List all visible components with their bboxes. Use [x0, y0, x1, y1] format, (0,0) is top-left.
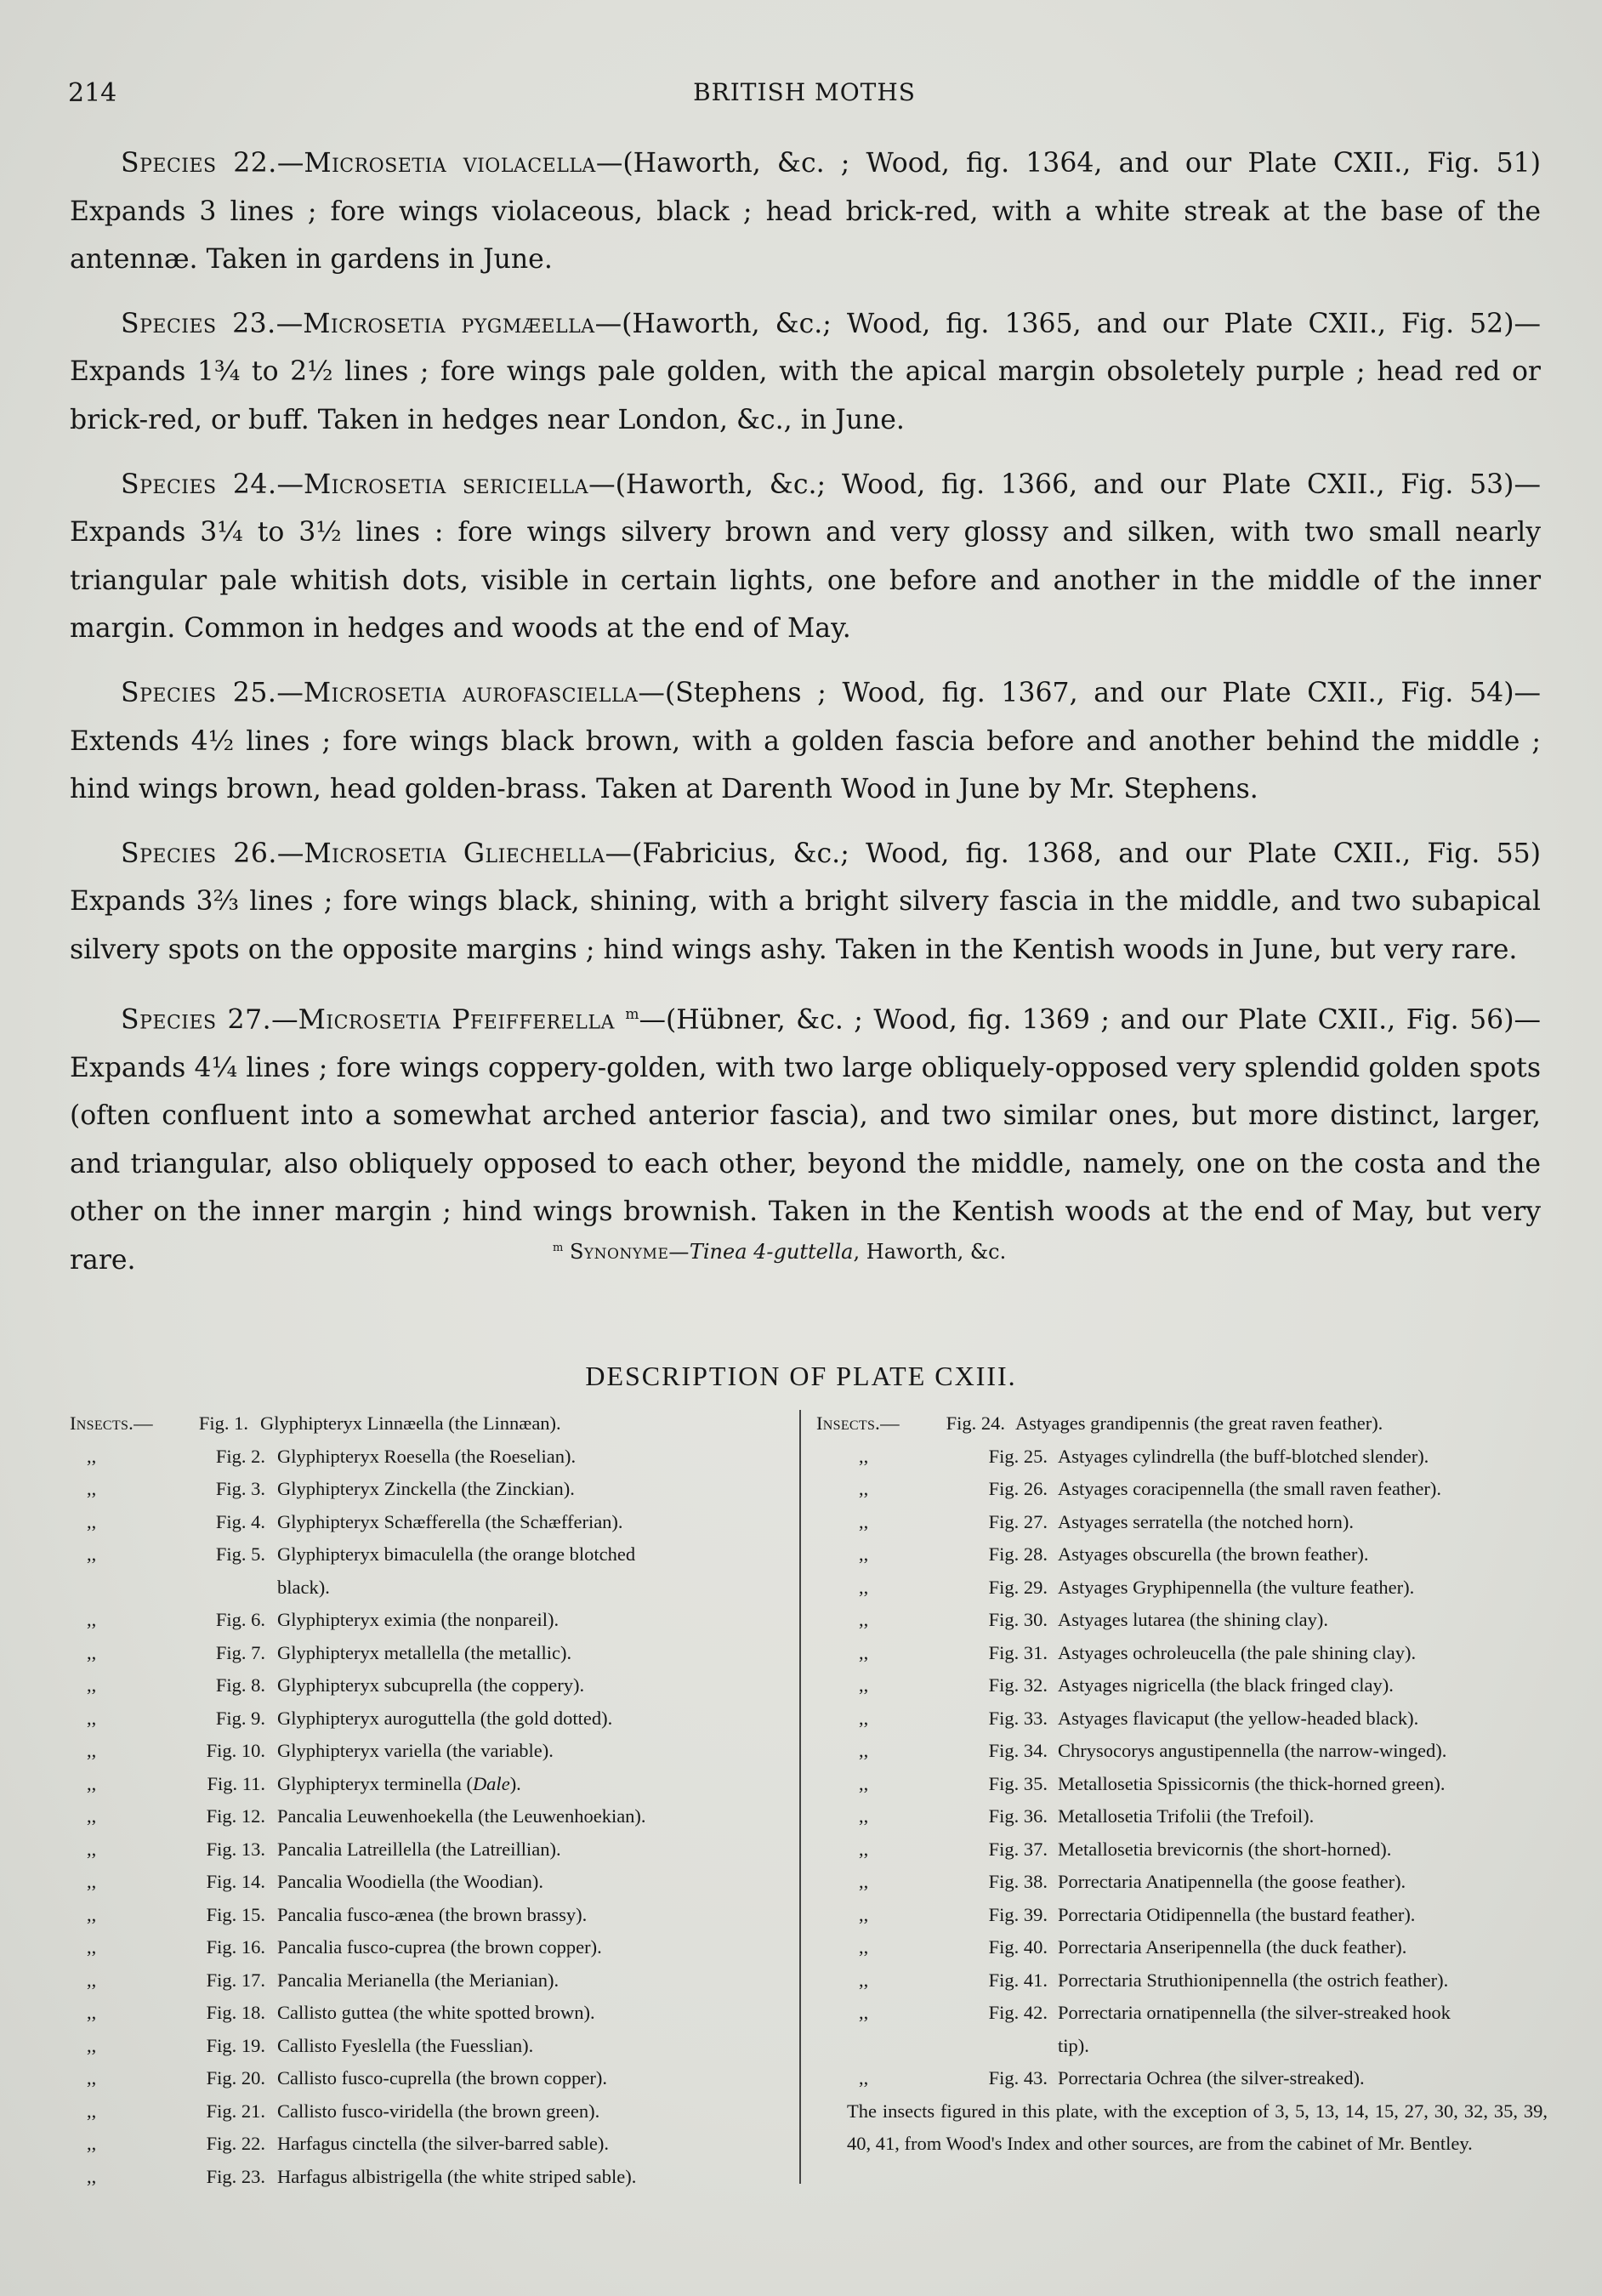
insects-label [816, 1407, 910, 1441]
figure-description [265, 1800, 799, 1833]
figure-number: Fig. 22. [206, 2133, 265, 2154]
ditto-mark: ,, [87, 1772, 97, 1794]
ditto-mark: ,, [87, 2002, 97, 2023]
insects-label-text: Insects.— [70, 1412, 153, 1434]
figure-description [248, 1407, 799, 1441]
figure-description [265, 1735, 799, 1768]
plate-entry [70, 1768, 799, 1801]
species-name-text: Callisto Fyeslella (the Fuesslian). [277, 2034, 534, 2056]
species-name: Microsetia Pfeifferella [298, 1004, 615, 1035]
plate-entry [816, 1768, 1548, 1801]
species-name-text: Glyphipteryx metallella (the metallic). [277, 1641, 572, 1663]
species-paragraph: Species 23.—Microsetia pygmæella—(Haworth, &c.; Wood, fig. 1365, and our Plate CXII., Fig. 52)—Expands 1¾ to 2½ lines ; fore wings pale golden, with the apical margin obsoletely purple ; head red or brick-red, or buff. Taken in hedges near London, &c., in June. [70, 308, 1541, 435]
figure-description [265, 1997, 799, 2030]
species-name: Microsetia violacella [304, 148, 596, 179]
species-name-text: Callisto guttea (the white spotted brown). [277, 2002, 595, 2023]
figure-description [1048, 1604, 1548, 1637]
ditto-mark: ,, [87, 1936, 97, 1958]
plate-entry [70, 1604, 799, 1637]
figure-description [1048, 1899, 1548, 1932]
footnote-label: Synonyme— [569, 1240, 690, 1264]
figure-description [265, 1899, 799, 1932]
plate-entry [70, 1964, 799, 1998]
figure-number: Fig. 4. [215, 1510, 265, 1532]
ditto-mark: ,, [859, 1543, 869, 1565]
species-name-text: Astyages obscurella (the brown feather). [1058, 1543, 1369, 1565]
ditto-mark: ,, [87, 1641, 97, 1663]
figure-number: Fig. 27. [988, 1510, 1048, 1532]
figure-description [1048, 1571, 1548, 1605]
species-name-text: Astyages cylindrella (the buff-blotched slender). [1058, 1445, 1429, 1467]
figure-number: Fig. 18. [206, 2002, 265, 2023]
plate-entry [816, 1964, 1548, 1998]
species-name-text: Pancalia fusco-cuprea (the brown copper). [277, 1936, 602, 1958]
figure-number: Fig. 3. [215, 1478, 265, 1499]
species-name-text: Porrectaria Ochrea (the silver-streaked). [1058, 2067, 1365, 2089]
ditto-mark: ,, [859, 1707, 869, 1729]
figure-number: Fig. 39. [988, 1903, 1048, 1925]
description-end: ). [509, 1772, 521, 1794]
plate-entry [70, 1669, 799, 1702]
plate-entry [70, 2062, 799, 2095]
species-paragraph: Species 27.—Microsetia Pfeifferella $^m$—(Hübner, &c. ; Wood, fig. 1369 ; and our Plate CXII., Fig. 56)—Expands 4¼ lines ; fore wings coppery-golden, with two large obliquely-opposed very splendid golden spots (often confluent into a somewhat arched anterior fascia), and two similar ones, but more distinct, larger, and triangular, also obliquely opposed to each other, beyond the middle, namely, one on the costa and the other on the inner margin ; hind wings brownish. Taken in the Kentish woods at the end of May, but very rare. [70, 1004, 1541, 1276]
species-paragraph: Species 24.—Microsetia sericiella—(Haworth, &c.; Wood, fig. 1366, and our Plate CXII., Fig. 53)—Expands 3¼ to 3½ lines : fore wings silvery brown and very glossy and silken, with two small nearly triangular pale whitish dots, visible in certain lights, one before and another in the middle of the inner margin. Common in hedges and woods at the end of May. [70, 469, 1541, 645]
figure-description [1048, 1833, 1548, 1867]
ditto-mark: ,, [859, 2067, 869, 2089]
ditto-mark: ,, [87, 2100, 97, 2122]
figure-number: Fig. 14. [206, 1871, 265, 1892]
plate-entry [70, 1538, 799, 1604]
figure-number: Fig. 26. [988, 1478, 1048, 1499]
figure-number: Fig. 33. [988, 1707, 1048, 1729]
species-name-text: Glyphipteryx Linnæella (the Linnæan). [260, 1412, 561, 1434]
species-name-text: Glyphipteryx terminella ( [277, 1772, 473, 1794]
figure-description [265, 1964, 799, 1998]
figure-number: Fig. 15. [206, 1903, 265, 1925]
figure-number: Fig. 38. [988, 1871, 1048, 1892]
plate-entry [816, 1407, 1548, 1441]
species-paragraph: Species 22.—Microsetia violacella—(Haworth, &c. ; Wood, fig. 1364, and our Plate CXII., Fig. 51) Expands 3 lines ; fore wings violaceous, black ; head brick-red, with a white streak at the base of the antennæ. Taken in gardens in June. [70, 148, 1541, 276]
ditto-mark: ,, [859, 1445, 869, 1467]
figure-number: Fig. 6. [215, 1609, 265, 1630]
plate-left-column [70, 1407, 799, 2193]
plate-entry [70, 1833, 799, 1867]
footnote-text: , Haworth, &c. [853, 1240, 1007, 1264]
species-name-text: Porrectaria ornatipennella (the silver-streaked hook [1058, 2002, 1451, 2023]
figure-number: Fig. 40. [988, 1936, 1048, 1958]
running-title: BRITISH MOTHS [693, 78, 916, 106]
ditto-mark: ,, [87, 1707, 97, 1729]
plate-entry [70, 1997, 799, 2030]
plate-entry [816, 1506, 1548, 1539]
plate-entry [816, 1866, 1548, 1899]
plate-entry [816, 2062, 1548, 2095]
species-text: —(Fabricius, &c.; Wood, fig. 1368, and our Plate CXII., Fig. 55) Expands 3⅔ lines ; fore wings black, shining, with a bright silvery fascia in the middle, and two subapical silvery spots on the opposite margins ; hind wings ashy. Taken in the Kentish woods in June, but very rare. [70, 838, 1541, 965]
ditto-mark: ,, [859, 1576, 869, 1598]
species-name: Microsetia sericiella [303, 469, 589, 500]
footnote-reference: m [625, 1005, 639, 1023]
figure-description [265, 2062, 799, 2095]
species-name-text: Porrectaria Anseripennella (the duck feather). [1058, 1936, 1407, 1958]
plate-entry [816, 1833, 1548, 1867]
species-name-text: Porrectaria Anatipennella (the goose feather). [1058, 1871, 1406, 1892]
figure-number: Fig. 28. [988, 1543, 1048, 1565]
figure-description [265, 1866, 799, 1899]
figure-number: Fig. 32. [988, 1674, 1048, 1696]
plate-entry [70, 1866, 799, 1899]
plate-entry [816, 1538, 1548, 1571]
page-number: 214 [68, 78, 117, 108]
species-name-text: Glyphipteryx Schæfferella (the Schæfferian). [277, 1510, 623, 1532]
figure-description [1048, 1997, 1548, 2062]
figure-description [1048, 1866, 1548, 1899]
plate-entry [816, 1669, 1548, 1702]
figure-number: Fig. 41. [988, 1969, 1048, 1991]
figure-number: Fig. 16. [206, 1936, 265, 1958]
species-name-text: Chrysocorys angustipennella (the narrow-winged). [1058, 1740, 1447, 1761]
footnote-synonym: Tinea 4-guttella [689, 1240, 854, 1264]
species-name-text: Astyages ochroleucella (the pale shining clay). [1058, 1641, 1417, 1663]
plate-entry [70, 1407, 799, 1441]
ditto-mark: ,, [87, 2165, 97, 2187]
figure-description [1048, 1441, 1548, 1474]
figure-description [265, 2128, 799, 2161]
ditto-mark: ,, [87, 2034, 97, 2056]
ditto-mark: ,, [87, 2067, 97, 2089]
figure-description [265, 1506, 799, 1539]
ditto-mark: ,, [859, 1510, 869, 1532]
figure-description [265, 1702, 799, 1736]
figure-number: Fig. 7. [215, 1641, 265, 1663]
figure-description [1048, 1768, 1548, 1801]
plate-title: DESCRIPTION OF PLATE CXIII. [585, 1361, 1017, 1391]
figure-number: Fig. 30. [988, 1609, 1048, 1630]
ditto-mark: ,, [87, 1543, 97, 1565]
figure-description [265, 2161, 799, 2194]
figure-description [1048, 1800, 1548, 1833]
species-label: Species 23. [121, 308, 276, 339]
plate-entry [816, 1441, 1548, 1474]
species-label: Species 27. [121, 1004, 272, 1035]
ditto-mark: ,, [859, 1838, 869, 1860]
plate-entry [816, 1997, 1548, 2062]
figure-number: Fig. 37. [988, 1838, 1048, 1860]
plate-entry [70, 1506, 799, 1539]
plate-entry [70, 1899, 799, 1932]
ditto-mark: ,, [87, 1838, 97, 1860]
species-name-text: Astyages flavicaput (the yellow-headed black). [1058, 1707, 1419, 1729]
species-name-text: Glyphipteryx Zinckella (the Zinckian). [277, 1478, 575, 1499]
figure-number: Fig. 31. [988, 1641, 1048, 1663]
ditto-mark: ,, [87, 1478, 97, 1499]
plate-entry [70, 1702, 799, 1736]
figure-number: Fig. 1. [198, 1412, 248, 1434]
species-label: Species 24. [121, 469, 277, 500]
species-name-text: Metallosetia Spissicornis (the thick-horned green). [1058, 1772, 1446, 1794]
figure-number: Fig. 9. [215, 1707, 265, 1729]
species-name-text: Astyages nigricella (the black fringed clay). [1058, 1674, 1394, 1696]
ditto-mark: ,, [87, 1445, 97, 1467]
ditto-mark: ,, [859, 1740, 869, 1761]
plate-entry [816, 1800, 1548, 1833]
figure-description [1048, 1637, 1548, 1670]
page-header [68, 78, 1541, 112]
species-name-text: Harfagus albistrigella (the white striped sable). [277, 2165, 637, 2187]
figure-number: Fig. 5. [215, 1543, 265, 1565]
species-name-text: Metallosetia brevicornis (the short-horned). [1058, 1838, 1392, 1860]
ditto-mark: ,, [87, 1609, 97, 1630]
authority-name: Dale [472, 1772, 510, 1794]
species-name-text: Porrectaria Otidipennella (the bustard feather). [1058, 1903, 1416, 1925]
species-name-text: Porrectaria Struthionipennella (the ostrich feather). [1058, 1969, 1449, 1991]
plate-entry [70, 1441, 799, 1474]
figure-description [1048, 1931, 1548, 1964]
figure-number: Fig. 21. [206, 2100, 265, 2122]
plate-entry [816, 1604, 1548, 1637]
species-name-text: Astyages grandipennis (the great raven feather). [1015, 1412, 1383, 1434]
figure-description [1048, 1473, 1548, 1506]
figure-number: Fig. 36. [988, 1805, 1048, 1827]
ditto-mark: ,, [859, 1674, 869, 1696]
species-name-text: Astyages lutarea (the shining clay). [1058, 1609, 1329, 1630]
figure-number: Fig. 13. [206, 1838, 265, 1860]
figure-description [265, 1669, 799, 1702]
ditto-mark: ,, [859, 1641, 869, 1663]
species-name: Microsetia aurofasciella [303, 677, 639, 708]
figure-description [1048, 1669, 1548, 1702]
figure-description [265, 1538, 799, 1604]
figure-description [1048, 1506, 1548, 1539]
ditto-mark: ,, [859, 1478, 869, 1499]
figure-number: Fig. 23. [206, 2165, 265, 2187]
species-name-text: Astyages Gryphipennella (the vulture feather). [1058, 1576, 1415, 1598]
figure-description [1005, 1407, 1548, 1441]
species-name-text: Pancalia Leuwenhoekella (the Leuwenhoekian). [277, 1805, 646, 1827]
plate-entry [70, 1637, 799, 1670]
ditto-mark: ,, [87, 1969, 97, 1991]
species-name-text: Callisto fusco-cuprella (the brown copper). [277, 2067, 607, 2089]
species-descriptions [70, 139, 1541, 1301]
species-name-text: Glyphipteryx eximia (the nonpareil). [277, 1609, 560, 1630]
figure-description [265, 2095, 799, 2128]
plate-entry [816, 1899, 1548, 1932]
figure-number: Fig. 29. [988, 1576, 1048, 1598]
ditto-mark: ,, [859, 1936, 869, 1958]
species-paragraph: Species 25.—Microsetia aurofasciella—(Stephens ; Wood, fig. 1367, and our Plate CXII., Fig. 54)—Extends 4½ lines ; fore wings black brown, with a golden fascia before and another behind the middle ; hind wings brown, head golden-brass. Taken at Darenth Wood in June by Mr. Stephens. [70, 677, 1541, 805]
plate-entry [70, 2095, 799, 2128]
figure-number: Fig. 24. [946, 1412, 1005, 1434]
figure-number: Fig. 42. [988, 2002, 1048, 2023]
species-name: Microsetia Gliechella [304, 838, 605, 869]
figure-description [1048, 1735, 1548, 1768]
figure-number: Fig. 11. [207, 1772, 265, 1794]
species-text: —(Haworth, &c. ; Wood, fig. 1364, and our Plate CXII., Fig. 51) Expands 3 lines ; fore wings violaceous, black ; head brick-red, with a white streak at the base of the antennæ. Taken in gardens in June. [70, 148, 1541, 276]
ditto-mark: ,, [859, 2002, 869, 2023]
species-name-text: Glyphipteryx Roesella (the Roeselian). [277, 1445, 577, 1467]
figure-description [265, 1768, 799, 1801]
ditto-mark: ,, [859, 1609, 869, 1630]
figure-description [1048, 1964, 1548, 1998]
ditto-mark: ,, [859, 1969, 869, 1991]
footnote [553, 1240, 1006, 1264]
figure-number: Fig. 25. [988, 1445, 1048, 1467]
species-paragraph: Species 26.—Microsetia Gliechella—(Fabricius, &c.; Wood, fig. 1368, and our Plate CXII., Fig. 55) Expands 3⅔ lines ; fore wings black, shining, with a bright silvery fascia in the middle, and two subapical silvery spots on the opposite margins ; hind wings ashy. Taken in the Kentish woods in June, but very rare. [70, 838, 1541, 965]
species-name-text: Glyphipteryx subcuprella (the coppery). [277, 1674, 585, 1696]
description-continuation: black). [277, 1576, 330, 1598]
species-label: Species 26. [121, 838, 277, 869]
insects-label [70, 1407, 163, 1441]
figure-number: Fig. 20. [206, 2067, 265, 2089]
ditto-mark: ,, [87, 1740, 97, 1761]
figure-description [265, 2030, 799, 2063]
ditto-mark: ,, [87, 1510, 97, 1532]
footnote-mark: m [553, 1242, 564, 1254]
column-divider [799, 1410, 801, 2184]
figure-number: Fig. 17. [206, 1969, 265, 1991]
species-name-text: Glyphipteryx variella (the variable). [277, 1740, 554, 1761]
figure-description [265, 1931, 799, 1964]
plate-right-column [816, 1407, 1548, 2161]
figure-number: Fig. 12. [206, 1805, 265, 1827]
plate-entry [70, 1735, 799, 1768]
species-name-text: Harfagus cinctella (the silver-barred sable). [277, 2133, 609, 2154]
figure-description [265, 1637, 799, 1670]
species-name-text: Astyages coracipennella (the small raven feather). [1058, 1478, 1442, 1499]
figure-number: Fig. 35. [988, 1772, 1048, 1794]
species-name-text: Metallosetia Trifolii (the Trefoil). [1058, 1805, 1315, 1827]
species-name-text: Pancalia fusco-ænea (the brown brassy). [277, 1903, 588, 1925]
species-name-text: Pancalia Woodiella (the Woodian). [277, 1871, 543, 1892]
species-name: Microsetia pygmæella [303, 308, 595, 339]
insects-label-text: Insects.— [816, 1412, 900, 1434]
species-name-text: Astyages serratella (the notched horn). [1058, 1510, 1354, 1532]
species-name-text: Glyphipteryx bimaculella (the orange blotched [277, 1543, 636, 1565]
figure-number: Fig. 34. [988, 1740, 1048, 1761]
species-label: Species 22. [121, 148, 277, 179]
plate-entry [70, 1800, 799, 1833]
description-continuation: tip). [1058, 2034, 1089, 2056]
species-text: —(Haworth, &c.; Wood, fig. 1365, and our Plate CXII., Fig. 52)—Expands 1¾ to 2½ lines ; fore wings pale golden, with the apical margin obsoletely purple ; head red or brick-red, or buff. Taken in hedges near London, &c., in June. [70, 308, 1541, 435]
figure-description [265, 1604, 799, 1637]
species-label: Species 25. [121, 677, 277, 708]
plate-entry [70, 2161, 799, 2194]
figure-number: Fig. 8. [215, 1674, 265, 1696]
species-name-text: Pancalia Merianella (the Merianian). [277, 1969, 560, 1991]
figure-number: Fig. 2. [215, 1445, 265, 1467]
ditto-mark: ,, [87, 1871, 97, 1892]
species-text: —(Stephens ; Wood, fig. 1367, and our Plate CXII., Fig. 54)—Extends 4½ lines ; fore wings black brown, with a golden fascia before and another behind the middle ; hind wings brown, head golden-brass. Taken at Darenth Wood in June by Mr. Stephens. [70, 677, 1541, 805]
species-name-text: Glyphipteryx auroguttella (the gold dotted). [277, 1707, 613, 1729]
ditto-mark: ,, [859, 1772, 869, 1794]
plate-note: The insects figured in this plate, with the exception of 3, 5, 13, 14, 15, 27, 30, 32, 35, 39, 40, 41, from Wood's Index and other sources, are from the cabinet of Mr. Bentley. [847, 2100, 1548, 2154]
ditto-mark: ,, [859, 1805, 869, 1827]
figure-description [1048, 2062, 1548, 2095]
figure-number: Fig. 10. [206, 1740, 265, 1761]
figure-description [1048, 1538, 1548, 1571]
figure-description [265, 1441, 799, 1474]
ditto-mark: ,, [87, 1903, 97, 1925]
figure-description [265, 1473, 799, 1506]
figure-number: Fig. 19. [206, 2034, 265, 2056]
plate-entry [816, 1702, 1548, 1736]
ditto-mark: ,, [87, 1805, 97, 1827]
ditto-mark: ,, [859, 1871, 869, 1892]
plate-entry [70, 1473, 799, 1506]
plate-entry [816, 1473, 1548, 1506]
species-text: —(Haworth, &c.; Wood, fig. 1366, and our Plate CXII., Fig. 53)—Expands 3¼ to 3½ lines : fore wings silvery brown and very glossy and silken, with two small nearly triangular pale whitish dots, visible in certain lights, one before and another in the middle of the inner margin. Common in hedges and woods at the end of May. [70, 469, 1541, 645]
plate-entry [816, 1571, 1548, 1605]
figure-description [265, 1833, 799, 1867]
plate-entry [816, 1637, 1548, 1670]
ditto-mark: ,, [859, 1903, 869, 1925]
plate-entry [70, 1931, 799, 1964]
plate-entry [816, 1735, 1548, 1768]
figure-description [1048, 1702, 1548, 1736]
ditto-mark: ,, [87, 2133, 97, 2154]
species-name-text: Callisto fusco-viridella (the brown green). [277, 2100, 600, 2122]
plate-entry [70, 2030, 799, 2063]
ditto-mark: ,, [87, 1674, 97, 1696]
plate-entry [70, 2128, 799, 2161]
figure-number: Fig. 43. [988, 2067, 1048, 2089]
species-text: —(Hübner, &c. ; Wood, fig. 1369 ; and our Plate CXII., Fig. 56)—Expands 4¼ lines ; fore wings coppery-golden, with two large obliquely-opposed very splendid golden spots (often confluent into a somewhat arched anterior fascia), and two similar ones, but more distinct, larger, and triangular, also obliquely opposed to each other, beyond the middle, namely, one on the costa and the other on the inner margin ; hind wings brownish. Taken in the Kentish woods at the end of May, but very rare. [70, 1004, 1541, 1276]
plate-entry [816, 1931, 1548, 1964]
species-name-text: Pancalia Latreillella (the Latreillian). [277, 1838, 561, 1860]
